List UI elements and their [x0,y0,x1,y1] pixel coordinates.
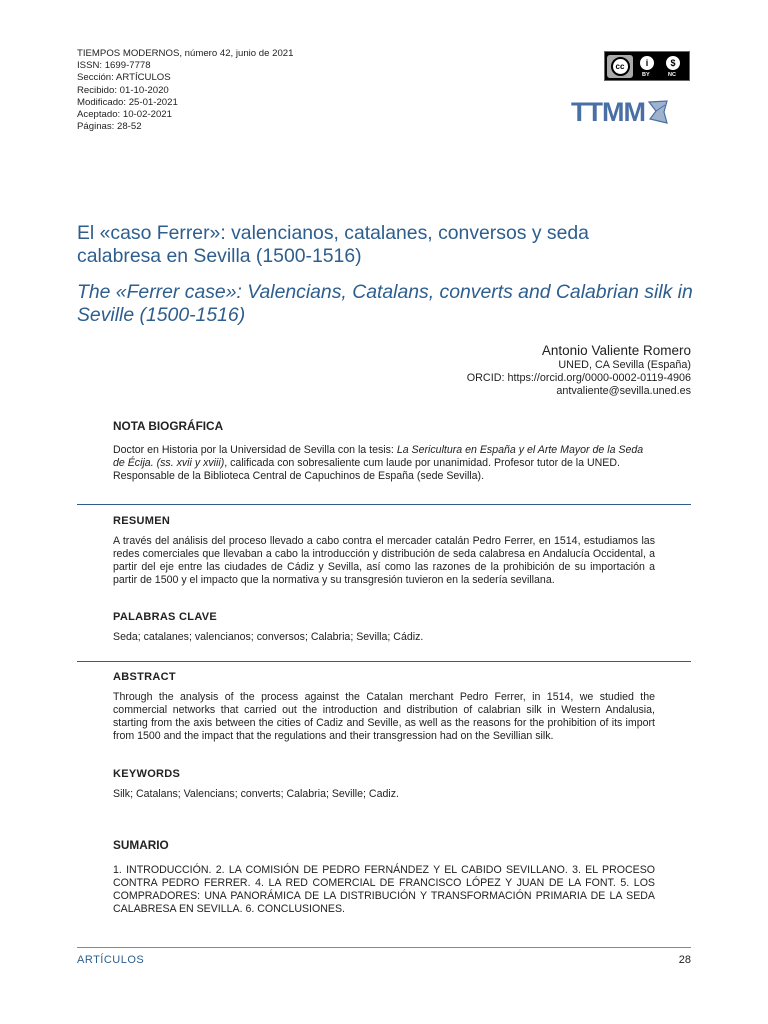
bio-heading: NOTA BIOGRÁFICA [113,419,224,433]
cc-nc-label: NC [668,72,676,78]
issn-line: ISSN: 1699-7778 [77,60,151,72]
cc-by-label: BY [642,72,650,78]
palabras-heading: PALABRAS CLAVE [113,611,218,623]
sumario-text: 1. INTRODUCCIÓN. 2. LA COMISIÓN DE PEDRO FERNÁNDEZ Y EL CABIDO SEVILLANO. 3. EL PROCESO CONTRA PEDRO FERRER. 4. LA RED COMERCIAL DE FRANCISCO LÓPEZ Y JUAN DE LA FONT. 5. LOS COMPRADORES: UNA PANORÁMICA DE LA DISTRIBUCIÓN Y TRANSFORMACIÓN PRIMARIA DE LA SEDA CALABRESA EN SEVILLA. 6. CONCLUSIONES. [113,864,655,915]
journal-logo [571,99,669,125]
author-block [467,342,691,398]
section-line: Sección: ARTÍCULOS [77,72,171,84]
footer-section: ARTÍCULOS [77,954,145,966]
bio-thesis-title: La Sericultura en España y el Arte Mayor de la Seda de Écija. (ss. xvii y xviii) [113,444,644,469]
keywords-heading: KEYWORDS [113,768,181,780]
author-email[interactable]: antvaliente@sevilla.uned.es [556,385,691,397]
attribution-icon: i [639,55,655,71]
sumario-heading: SUMARIO [113,838,169,852]
author-orcid[interactable]: ORCID: https://orcid.org/0000-0002-0119-4906 [466,372,691,384]
bio-text-a: Doctor en Historia por la Universidad de Sevilla con la tesis: [113,444,397,456]
author-affiliation: UNED, CA Sevilla (España) [558,359,691,371]
modified-line: Modificado: 25-01-2021 [77,96,178,108]
journal-line: TIEMPOS MODERNOS, número 42, junio de 2021 [77,48,294,59]
pages-line: Páginas: 28-52 [77,121,142,133]
resumen-heading: RESUMEN [113,515,171,527]
abstract-text: Through the analysis of the process against the Catalan merchant Pedro Ferrer, in 1514, we studied the commercial networks that carried out the introduction and distribution of calabrian silk in Western Andalusia, starting from the axis between the cities of Cadiz and Seville, as well as the reasons for the prohibition of its import from 1500 and the impact that the regulations and their transgression had on the Sevillian silk. [113,691,655,742]
title-spanish: El «caso Ferrer»: valencianos, catalanes, conversos y seda calabresa en Sevilla (1500-1516) [77,222,589,267]
keywords-text: Silk; Catalans; Valencians; converts; Calabria; Seville; Cadiz. [113,788,399,800]
received-line: Recibido: 01-10-2020 [77,84,169,96]
accepted-line: Aceptado: 10-02-2021 [77,109,172,121]
cc-license-badge[interactable] [604,51,690,81]
divider [77,504,691,505]
cc-logo-icon [607,55,633,78]
abstract-heading: ABSTRACT [113,671,176,683]
article-metadata [77,48,293,133]
author-name: Antonio Valiente Romero [541,343,691,358]
pen-nib-icon [647,99,669,125]
cc-logo-text: cc [611,57,630,76]
noncommercial-icon: $ [665,55,681,71]
resumen-text: A través del análisis del proceso llevado a cabo contra el mercader catalán Pedro Ferrer, en 1514, estudiamos las redes comerciales que llevaban a cabo la introducción y distribución de seda calabresa en Andalucía Occidental, a partir del eje entre las ciudades de Cádiz y Sevilla, así como las razones de la prohibición de su importación a partir de 1500 y el impacto que la normativa y su transgresión tuvieron en la sedería sevillana. [113,535,655,586]
divider [77,661,691,662]
bio-text [113,444,655,483]
title-english: The «Ferrer case»: Valencians, Catalans, converts and Calabrian silk in Seville (1500-1516) [77,281,693,326]
journal-logo-text: TTMM [571,97,645,127]
bio-text-b: , calificada con sobresaliente cum laude por unanimidad. Profesor tutor de la UNED. Responsable de la Biblioteca Central de Capuchinos de España (sede Sevilla). [113,457,620,482]
palabras-text: Seda; catalanes; valencianos; conversos; Calabria; Sevilla; Cádiz. [113,631,424,643]
page-number: 28 [678,954,691,966]
footer-divider [77,947,691,948]
